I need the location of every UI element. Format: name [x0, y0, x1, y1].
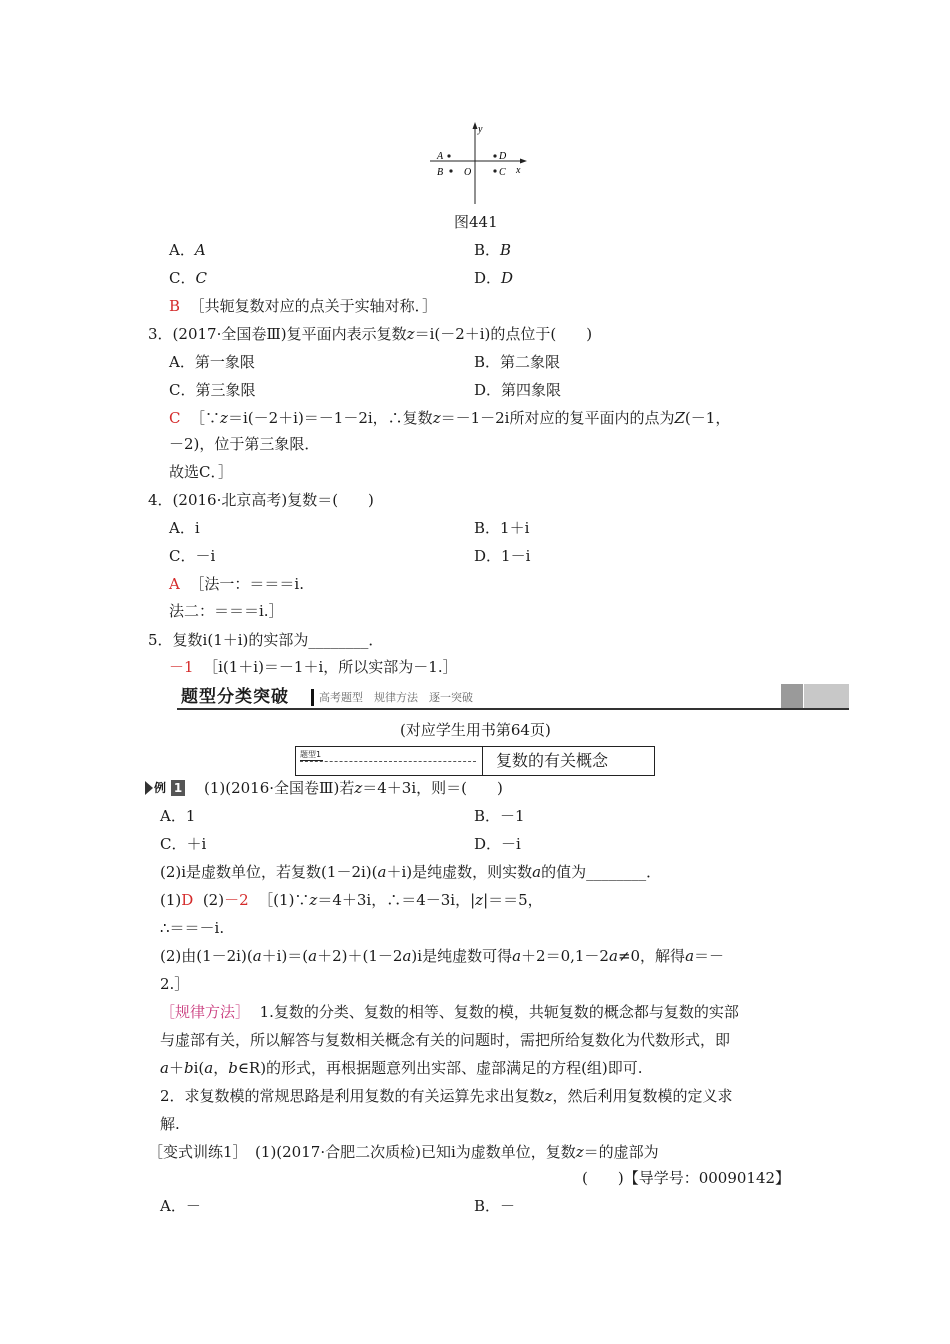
example-solution-line-2: ∴＝＝－i. — [160, 919, 225, 937]
q3-explain-text-3: ＝－1－2i所对应的复平面内的点为 — [440, 409, 675, 427]
example-part1-var: z — [354, 779, 363, 797]
sol3-text-c: ＋i)＝( — [261, 947, 309, 965]
q3-stem-var: z — [406, 325, 415, 343]
practice-text-1: ［变式训练1］ (1)(2017·合肥二次质检)已知i为虚数单位，复数 — [148, 1143, 576, 1161]
q5-explanation: ［i(1＋i)＝－1＋i，所以实部为－1.］ — [203, 658, 458, 676]
point-d-label: D — [499, 151, 507, 162]
practice-line-1 — [148, 1142, 659, 1162]
example-answer-2: －2 — [224, 891, 249, 909]
q5-answer-line — [169, 657, 458, 677]
q3-answer: C — [169, 409, 181, 427]
q3-option-b: B．第二象限 — [474, 353, 561, 371]
y-axis-arrow — [473, 122, 478, 129]
section-subtitle: 高考题型 规律方法 逐一突破 — [319, 691, 473, 704]
example-tag — [145, 780, 185, 796]
q2-answer-line — [169, 296, 437, 316]
point-d — [493, 154, 496, 157]
q4-stem: 4．(2016·北京高考)复数＝( ) — [148, 491, 374, 509]
q2-option-a-value: A — [194, 241, 206, 259]
example-tag-number: 1 — [171, 780, 185, 796]
q5-answer: －1 — [169, 658, 194, 676]
sol3-var-l: a — [685, 947, 695, 965]
point-c — [493, 169, 496, 172]
section-divider-bar — [311, 689, 314, 706]
example-answer-1: D — [181, 891, 194, 909]
method-var-e: a — [204, 1059, 214, 1077]
point-b-label: B — [437, 167, 444, 178]
q4-option-b: B．1＋i — [474, 519, 530, 537]
practice-text-2: ＝的虚部为 — [583, 1143, 659, 1161]
q3-explain-text: ［∵ — [190, 409, 221, 427]
q3-answer-line — [169, 408, 730, 428]
topic-tag-cell — [296, 747, 483, 775]
example-arrow-icon — [145, 781, 153, 795]
example-solution-line-1 — [160, 890, 543, 910]
method-line-3 — [160, 1058, 643, 1078]
example-option-b: B．－1 — [474, 807, 525, 825]
method-var-4b: z — [544, 1087, 553, 1105]
q4-explanation: ［法一：＝＝＝i. — [189, 575, 304, 593]
q4-answer-line — [169, 574, 304, 594]
example-part2-stem — [160, 862, 661, 882]
q4-option-d: D．1－i — [474, 547, 531, 565]
q2-option-d-letter: D． — [474, 269, 502, 287]
sol3-var-h: a — [512, 947, 522, 965]
method-var-a: a — [160, 1059, 169, 1077]
q3-option-d: D．第四象限 — [474, 381, 562, 399]
q2-option-b — [474, 240, 511, 260]
sol3-text-k: ≠0，解得 — [617, 947, 686, 965]
example-tag-label: 例 — [154, 781, 167, 795]
section-banner — [177, 684, 849, 712]
q2-explanation: ［共轭复数对应的点关于实轴对称．］ — [189, 297, 438, 315]
q2-option-d-value: D — [501, 269, 514, 287]
example-answer-1-label: (1) — [160, 891, 182, 909]
q2-option-c-letter: C． — [169, 269, 196, 287]
sol3-text-g: )i是纯虚数可得 — [411, 947, 513, 965]
q3-explain-text-2: ＝i(－2＋i)＝－1－2i，∴复数 — [227, 409, 433, 427]
method-line-4 — [160, 1086, 732, 1106]
q4-explain-line-2: 法二：＝＝＝i.］ — [169, 602, 284, 620]
practice-var: z — [575, 1143, 584, 1161]
topic-title: 复数的有关概念 — [496, 751, 609, 770]
method-text-d: i( — [193, 1059, 205, 1077]
q3-explain-var-3: Z — [674, 409, 685, 427]
example-option-a: A．1 — [160, 807, 196, 825]
sol3-text-e: ＋2)＋(1－2 — [317, 947, 403, 965]
section-rule — [177, 708, 849, 710]
x-axis-arrow — [520, 159, 527, 164]
q3-explain-line-3: 故选C．］ — [169, 463, 233, 481]
example-solution-line-4: 2.］ — [160, 975, 190, 993]
method-text-b: ＋ — [168, 1059, 184, 1077]
q3-explain-text-4: (－1， — [684, 409, 731, 427]
sol3-text-a: (2)由(1－2i)( — [160, 947, 253, 965]
sol3-text-i: ＋2＝0,1－2 — [521, 947, 609, 965]
sol3-var-d: a — [308, 947, 318, 965]
point-a-label: A — [437, 151, 444, 162]
example-solution-line-3 — [160, 946, 724, 966]
sol3-var-b: a — [252, 947, 262, 965]
figure-caption: 图441 — [454, 213, 498, 231]
q2-answer: B — [169, 297, 181, 315]
example-part1-text: (1)(2016·全国卷Ⅲ)若 — [204, 779, 355, 797]
example-solution-text: ［(1)∵ — [258, 891, 310, 909]
practice-option-a: A．－ — [160, 1197, 201, 1215]
practice-option-b: B．－ — [474, 1197, 516, 1215]
sol3-var-j: a — [608, 947, 618, 965]
origin-label: O — [464, 167, 472, 178]
q3-explain-var: z — [220, 409, 228, 427]
sol3-var-f: a — [402, 947, 412, 965]
y-axis-label: y — [478, 124, 483, 135]
q2-option-b-letter: B． — [474, 241, 501, 259]
example-option-c: C．＋i — [160, 835, 207, 853]
q3-option-c: C．第三象限 — [169, 381, 256, 399]
example-part2-text-2: ＋i)是纯虚数，则实数 — [386, 863, 533, 881]
method-text-4c: ，然后利用复数模的定义求 — [552, 1087, 733, 1105]
topic-tag: 题型1 — [300, 750, 322, 759]
q4-answer: A — [169, 575, 180, 593]
q2-option-b-value: B — [500, 241, 512, 259]
q2-option-c-value: C — [195, 269, 207, 287]
example-part2-text-3: 的值为________． — [541, 863, 662, 881]
point-a — [447, 154, 450, 157]
q2-option-a — [169, 240, 206, 260]
q2-option-a-letter: A． — [169, 241, 195, 259]
example-answer-2-label: (2) — [202, 891, 225, 909]
example-part2-var-2: a — [532, 863, 542, 881]
example-part1-stem — [204, 778, 503, 798]
practice-line-2: ( )【导学号：00090142】 — [582, 1169, 791, 1187]
method-var-c: b — [183, 1059, 194, 1077]
q2-option-d — [474, 268, 513, 288]
method-label: ［规律方法］ — [160, 1003, 251, 1021]
method-line-2: 与虚部有关，所以解答与复数相关概念有关的问题时，需把所给复数化为代数形式，即 — [160, 1031, 731, 1049]
section-decor-block-2 — [804, 684, 849, 708]
q2-option-c — [169, 268, 207, 288]
sol3-text-m: ＝－ — [694, 947, 725, 965]
section-decor-block — [781, 684, 803, 708]
point-c-label: C — [499, 167, 506, 178]
method-line-5: 解. — [160, 1115, 180, 1133]
section-title: 题型分类突破 — [181, 687, 289, 707]
example-solution-text-2: ＝4＋3i，∴＝4－3i，| — [317, 891, 476, 909]
topic-tag-dashed-line — [300, 761, 476, 762]
q4-option-a: A．i — [169, 519, 200, 537]
example-part1-text-2: ＝4＋3i，则＝( ) — [362, 779, 503, 797]
method-text-h: ∈R)的形式，再根据题意列出实部、虚部满足的方程(组)即可. — [237, 1059, 643, 1077]
point-b — [449, 169, 452, 172]
q3-stem-text-2: ＝i(－2＋i)的点位于( ) — [414, 325, 593, 343]
example-option-d: D．－i — [474, 835, 521, 853]
example-solution-text-3: |＝＝5， — [483, 891, 543, 909]
q3-option-a: A．第一象限 — [169, 353, 255, 371]
method-text-f: ， — [213, 1059, 229, 1077]
section-page-ref: (对应学生用书第64页) — [400, 721, 551, 739]
q4-option-c: C．－i — [169, 547, 216, 565]
q3-stem-text: 3．(2017·全国卷Ⅲ)复平面内表示复数 — [148, 325, 407, 343]
method-line-1 — [160, 1002, 739, 1022]
example-part2-text: (2)i是虚数单位，若复数(1－2i)( — [160, 863, 378, 881]
topic-box — [295, 746, 655, 776]
q3-explain-var-2: z — [432, 409, 441, 427]
q3-stem — [148, 324, 592, 344]
q3-explain-line-2: －2)，位于第三象限． — [169, 435, 320, 453]
method-var-g: b — [228, 1059, 238, 1077]
x-axis-label: x — [516, 165, 521, 176]
example-solution-var-2: z — [475, 891, 484, 909]
example-solution-var: z — [309, 891, 318, 909]
method-text-1: 1.复数的分类、复数的相等、复数的模，共轭复数的概念都与复数的实部 — [259, 1003, 739, 1021]
q5-stem: 5．复数i(1＋i)的实部为________． — [148, 631, 384, 649]
complex-plane-figure — [420, 120, 530, 205]
example-part2-var: a — [377, 863, 387, 881]
method-text-4a: 2．求复数模的常规思路是利用复数的有关运算先求出复数 — [160, 1087, 545, 1105]
